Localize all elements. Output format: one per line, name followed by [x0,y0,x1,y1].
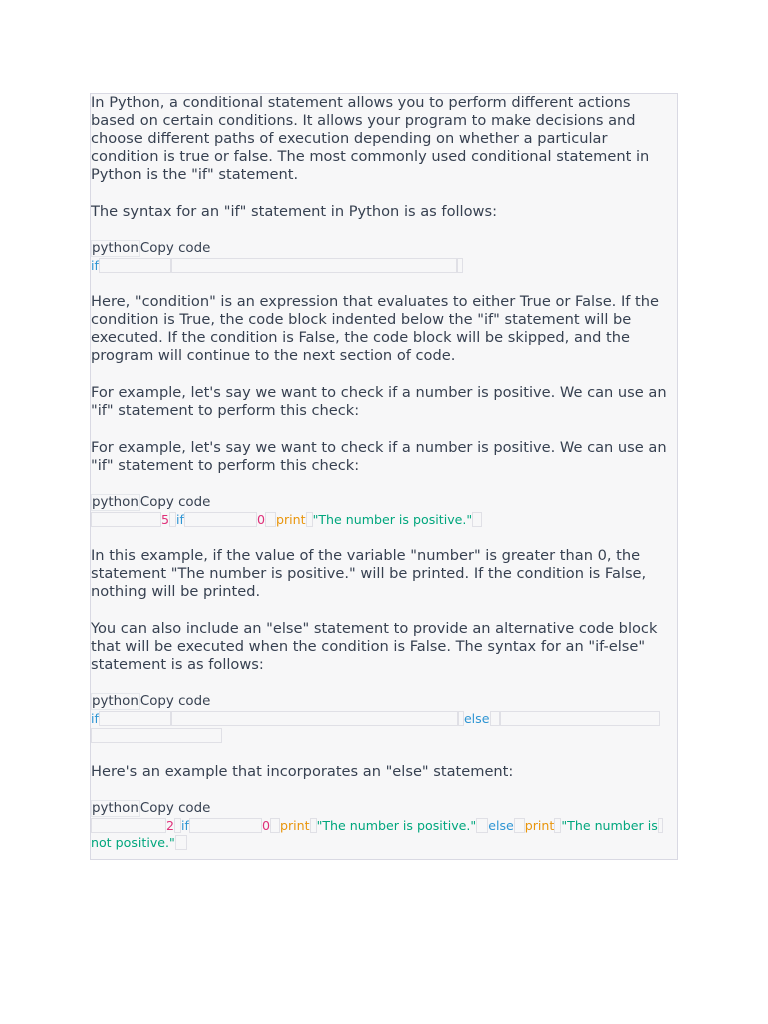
code-token-placeholder [184,512,257,527]
code-token-placeholder [472,512,482,527]
code-token-keyword: if [91,258,99,273]
paragraph: For example, let's say we want to check if a number is positive. We can use an "if" statement to perform this check: [91,439,667,474]
code-token-placeholder [514,818,525,833]
code-token-placeholder [171,711,458,726]
code-token-function: print [275,512,306,527]
paragraph: Here, "condition" is an expression that evaluates to either True or False. If the condition is True, the code block indented below the "if" statement will be executed. If the condition is False, the code block will be skipped, and the program will continue to the next section of code. [91,293,659,364]
code-block [91,817,677,851]
paragraph: The syntax for an "if" statement in Python is as follows: [91,203,497,220]
code-token-function: print [279,818,310,833]
code-language-label: python [92,495,139,510]
code-token-keyword: if [176,512,184,527]
code-token-string: "The number is [561,818,658,833]
code-token-number: 0 [256,512,265,527]
code-token-placeholder [457,258,463,273]
copy-code-button[interactable]: Copy code [139,495,211,510]
code-token-function: print [524,818,555,833]
code-token-placeholder [171,258,457,273]
code-token-placeholder [99,711,171,726]
code-token-placeholder [174,818,181,833]
code-token-placeholder [306,512,313,527]
code-token-placeholder [658,818,663,833]
copy-code-button[interactable]: Copy code [139,241,211,256]
code-block-header [91,693,677,710]
code-block-header [91,240,677,257]
code-token-placeholder [169,512,176,527]
code-block-header [91,800,677,817]
paragraph: Here's an example that incorporates an "else" statement: [91,763,514,780]
code-block-header [91,494,677,511]
code-token-string: "The number is positive." [316,818,477,833]
code-token-placeholder [500,711,660,726]
message-content [90,93,678,860]
code-token-placeholder [310,818,317,833]
code-token-string: not positive." [91,835,175,850]
code-token-keyword: if [91,711,99,726]
code-token-placeholder [490,711,500,726]
code-token-keyword: if [181,818,189,833]
code-token-placeholder [91,512,161,527]
paragraph: For example, let's say we want to check if a number is positive. We can use an "if" statement to perform this check: [91,384,667,419]
code-token-keyword: else [488,818,514,833]
code-language-label: python [92,694,139,709]
code-token-number: 0 [261,818,270,833]
code-token-placeholder [476,818,488,833]
code-block [91,710,677,744]
code-token-string: "The number is positive." [312,512,473,527]
paragraph: In this example, if the value of the variable "number" is greater than 0, the statement "The number is positive." will be printed. If the condition is False, nothing will be printed. [91,547,647,600]
code-token-placeholder [91,728,222,743]
code-token-placeholder [175,835,187,850]
code-language-label: python [92,241,139,256]
copy-code-button[interactable]: Copy code [139,694,211,709]
code-token-number: 2 [166,818,175,833]
code-token-number: 5 [161,512,170,527]
copy-code-button[interactable]: Copy code [139,801,211,816]
code-block [91,511,677,528]
paragraph: You can also include an "else" statement to provide an alternative code block that will be executed when the condition is False. The syntax for an "if-else" statement is as follows: [91,620,658,673]
code-token-keyword: else [463,711,490,726]
code-token-placeholder [189,818,262,833]
code-token-placeholder [91,818,166,833]
code-block [91,257,677,274]
code-token-placeholder [99,258,171,273]
code-language-label: python [92,801,139,816]
paragraph: In Python, a conditional statement allows you to perform different actions based on certain conditions. It allows your program to make decisions and choose different paths of execution depending on whether a particular condition is true or false. The most commonly used conditional statement in Python is the "if" statement. [91,94,650,183]
code-token-placeholder [265,512,276,527]
code-token-placeholder [270,818,280,833]
